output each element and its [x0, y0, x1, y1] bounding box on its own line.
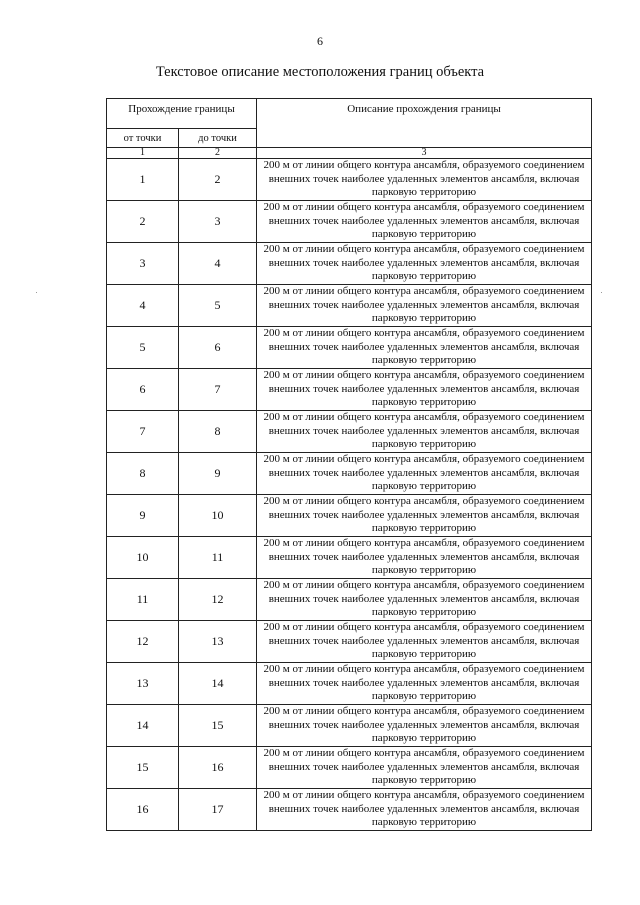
- table-row: [107, 663, 592, 705]
- cell-to-point: 13: [179, 621, 257, 663]
- cell-description: 200 м от линии общего контура ансамбля, образуемого соединением внешних точек наиболее удаленных элементов ансамбля, включая парковую территорию: [257, 243, 592, 285]
- table-body: [107, 99, 592, 831]
- cell-description: 200 м от линии общего контура ансамбля, образуемого соединением внешних точек наиболее удаленных элементов ансамбля, включая парковую территорию: [257, 327, 592, 369]
- cell-from-point: 8: [107, 453, 179, 495]
- cell-description: 200 м от линии общего контура ансамбля, образуемого соединением внешних точек наиболее удаленных элементов ансамбля, включая парковую территорию: [257, 411, 592, 453]
- cell-to-point: 5: [179, 285, 257, 327]
- cell-to-point: 7: [179, 369, 257, 411]
- table-row: [107, 243, 592, 285]
- table-header-row: [107, 99, 592, 129]
- cell-from-point: 10: [107, 537, 179, 579]
- cell-to-point: 17: [179, 789, 257, 831]
- cell-to-point: 8: [179, 411, 257, 453]
- table-row: [107, 705, 592, 747]
- cell-from-point: 14: [107, 705, 179, 747]
- cell-from-point: 3: [107, 243, 179, 285]
- table-row: [107, 159, 592, 201]
- table-row: [107, 495, 592, 537]
- table-row: [107, 285, 592, 327]
- cell-description: 200 м от линии общего контура ансамбля, образуемого соединением внешних точек наиболее удаленных элементов ансамбля, включая парковую территорию: [257, 621, 592, 663]
- cell-description: 200 м от линии общего контура ансамбля, образуемого соединением внешних точек наиболее удаленных элементов ансамбля, включая парковую территорию: [257, 453, 592, 495]
- header-boundary: Прохождение границы: [107, 99, 257, 129]
- table-row: [107, 621, 592, 663]
- column-index-cell: 2: [179, 148, 257, 159]
- cell-to-point: 3: [179, 201, 257, 243]
- cell-description: 200 м от линии общего контура ансамбля, образуемого соединением внешних точек наиболее удаленных элементов ансамбля, включая парковую территорию: [257, 579, 592, 621]
- cell-to-point: 11: [179, 537, 257, 579]
- cell-description: 200 м от линии общего контура ансамбля, образуемого соединением внешних точек наиболее удаленных элементов ансамбля, включая парковую территорию: [257, 159, 592, 201]
- page-number: 6: [317, 34, 323, 48]
- table-row: [107, 453, 592, 495]
- cell-to-point: 9: [179, 453, 257, 495]
- cell-description: 200 м от линии общего контура ансамбля, образуемого соединением внешних точек наиболее удаленных элементов ансамбля, включая парковую территорию: [257, 789, 592, 831]
- cell-description: 200 м от линии общего контура ансамбля, образуемого соединением внешних точек наиболее удаленных элементов ансамбля, включая парковую территорию: [257, 495, 592, 537]
- table-row: [107, 579, 592, 621]
- cell-from-point: 2: [107, 201, 179, 243]
- table-row: [107, 369, 592, 411]
- cell-description: 200 м от линии общего контура ансамбля, образуемого соединением внешних точек наиболее удаленных элементов ансамбля, включая парковую территорию: [257, 747, 592, 789]
- cell-to-point: 16: [179, 747, 257, 789]
- cell-from-point: 5: [107, 327, 179, 369]
- cell-description: 200 м от линии общего контура ансамбля, образуемого соединением внешних точек наиболее удаленных элементов ансамбля, включая парковую территорию: [257, 663, 592, 705]
- cell-description: 200 м от линии общего контура ансамбля, образуемого соединением внешних точек наиболее удаленных элементов ансамбля, включая парковую территорию: [257, 201, 592, 243]
- column-index-cell: 3: [257, 148, 592, 159]
- header-description: Описание прохождения границы: [257, 99, 592, 148]
- cell-description: 200 м от линии общего контура ансамбля, образуемого соединением внешних точек наиболее удаленных элементов ансамбля, включая парковую территорию: [257, 369, 592, 411]
- cell-description: 200 м от линии общего контура ансамбля, образуемого соединением внешних точек наиболее удаленных элементов ансамбля, включая парковую территорию: [257, 537, 592, 579]
- cell-to-point: 12: [179, 579, 257, 621]
- cell-from-point: 13: [107, 663, 179, 705]
- scan-speck: [601, 292, 602, 293]
- column-index-cell: 1: [107, 148, 179, 159]
- cell-to-point: 15: [179, 705, 257, 747]
- header-from-point: от точки: [107, 129, 179, 148]
- header-to-point: до точки: [179, 129, 257, 148]
- table-row: [107, 747, 592, 789]
- cell-to-point: 6: [179, 327, 257, 369]
- cell-to-point: 2: [179, 159, 257, 201]
- cell-from-point: 12: [107, 621, 179, 663]
- page-title: Текстовое описание местоположения границ объекта: [155, 64, 485, 80]
- cell-from-point: 4: [107, 285, 179, 327]
- scan-speck: [36, 292, 37, 293]
- boundary-table: [106, 98, 592, 831]
- table-row: [107, 537, 592, 579]
- cell-from-point: 16: [107, 789, 179, 831]
- table-row: [107, 411, 592, 453]
- table-row: [107, 789, 592, 831]
- cell-description: 200 м от линии общего контура ансамбля, образуемого соединением внешних точек наиболее удаленных элементов ансамбля, включая парковую территорию: [257, 705, 592, 747]
- cell-from-point: 7: [107, 411, 179, 453]
- cell-from-point: 6: [107, 369, 179, 411]
- cell-from-point: 11: [107, 579, 179, 621]
- column-index-row: [107, 148, 592, 159]
- cell-to-point: 14: [179, 663, 257, 705]
- cell-to-point: 4: [179, 243, 257, 285]
- table-row: [107, 201, 592, 243]
- cell-from-point: 15: [107, 747, 179, 789]
- cell-from-point: 1: [107, 159, 179, 201]
- cell-to-point: 10: [179, 495, 257, 537]
- cell-from-point: 9: [107, 495, 179, 537]
- table-row: [107, 327, 592, 369]
- cell-description: 200 м от линии общего контура ансамбля, образуемого соединением внешних точек наиболее удаленных элементов ансамбля, включая парковую территорию: [257, 285, 592, 327]
